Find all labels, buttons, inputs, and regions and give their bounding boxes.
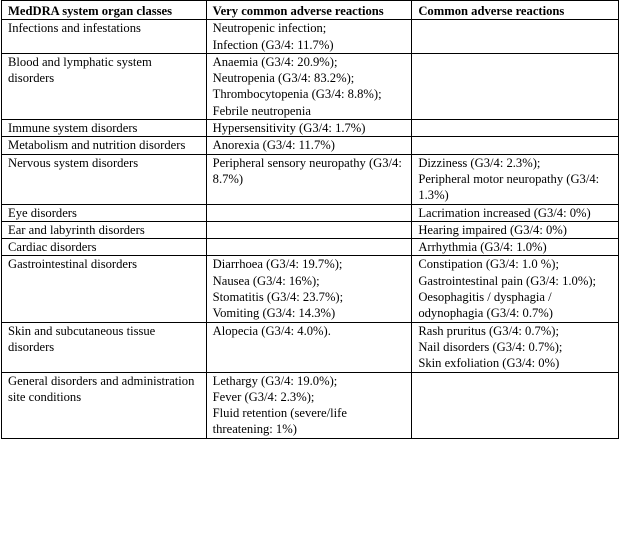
- very-common-cell: [206, 372, 412, 438]
- table-row: [2, 256, 619, 322]
- table-row: [2, 20, 619, 54]
- reaction-item: Infection (G3/4: 11.7%): [212, 37, 334, 52]
- reaction-item: Skin exfoliation (G3/4: 0%): [418, 356, 560, 371]
- table-body: [2, 20, 619, 438]
- common-cell: [412, 53, 619, 119]
- common-cell: [412, 239, 619, 256]
- organ-class-cell: Ear and labyrinth disorders: [2, 221, 207, 238]
- reaction-item: Arrhythmia (G3/4: 1.0%): [418, 240, 547, 255]
- reaction-item: Neutropenia (G3/4: 83.2%);: [212, 71, 355, 86]
- common-cell: [412, 256, 619, 322]
- table-row: [2, 221, 619, 238]
- organ-class-cell: Infections and infestations: [2, 20, 207, 54]
- reaction-item: Fluid retention (severe/life threatening: 1%): [212, 406, 347, 437]
- common-cell: [412, 120, 619, 137]
- reaction-item: Vomiting (G3/4: 14.3%): [212, 306, 336, 321]
- reaction-item: Hypersensitivity (G3/4: 1.7%): [212, 121, 366, 136]
- reaction-item: Alopecia (G3/4: 4.0%).: [212, 323, 331, 338]
- very-common-cell: [206, 53, 412, 119]
- table-row: [2, 322, 619, 372]
- reaction-item: Nail disorders (G3/4: 0.7%);: [418, 339, 563, 354]
- reaction-item: Hearing impaired (G3/4: 0%): [418, 222, 567, 237]
- very-common-cell: [206, 221, 412, 238]
- table-row: [2, 372, 619, 438]
- very-common-cell: [206, 154, 412, 204]
- table-row: [2, 239, 619, 256]
- reaction-item: Neutropenic infection;: [212, 21, 327, 36]
- common-cell: [412, 154, 619, 204]
- organ-class-cell: Immune system disorders: [2, 120, 207, 137]
- reaction-item: Peripheral sensory neuropathy (G3/4: 8.7%): [212, 155, 402, 186]
- organ-class-cell: Skin and subcutaneous tissue disorders: [2, 322, 207, 372]
- common-cell: [412, 137, 619, 154]
- reaction-item: Rash pruritus (G3/4: 0.7%);: [418, 323, 559, 338]
- adverse-reactions-table: [1, 0, 619, 439]
- reaction-item: Constipation (G3/4: 1.0 %);: [418, 257, 559, 272]
- common-cell: [412, 204, 619, 221]
- table-row: [2, 204, 619, 221]
- common-cell: [412, 221, 619, 238]
- reaction-item: Stomatitis (G3/4: 23.7%);: [212, 290, 344, 305]
- header-very-common: Very common adverse reactions: [206, 1, 412, 20]
- organ-class-cell: Gastrointestinal disorders: [2, 256, 207, 322]
- reaction-item: Anorexia (G3/4: 11.7%): [212, 138, 335, 153]
- very-common-cell: [206, 256, 412, 322]
- very-common-cell: [206, 204, 412, 221]
- very-common-cell: [206, 239, 412, 256]
- organ-class-cell: Nervous system disorders: [2, 154, 207, 204]
- common-cell: [412, 20, 619, 54]
- very-common-cell: [206, 137, 412, 154]
- reaction-item: Febrile neutropenia: [212, 103, 311, 118]
- table-row: [2, 137, 619, 154]
- very-common-cell: [206, 20, 412, 54]
- header-organ-class: MedDRA system organ classes: [2, 1, 207, 20]
- organ-class-cell: Cardiac disorders: [2, 239, 207, 256]
- table-header-row: [2, 1, 619, 20]
- table-row: [2, 154, 619, 204]
- reaction-item: Dizziness (G3/4: 2.3%);: [418, 155, 541, 170]
- reaction-item: Fever (G3/4: 2.3%);: [212, 389, 315, 404]
- reaction-item: Oesophagitis / dysphagia / odynophagia (G3/4: 0.7%): [418, 290, 553, 321]
- reaction-item: Anaemia (G3/4: 20.9%);: [212, 54, 338, 69]
- organ-class-cell: General disorders and administration site conditions: [2, 372, 207, 438]
- organ-class-cell: Eye disorders: [2, 204, 207, 221]
- organ-class-cell: Metabolism and nutrition disorders: [2, 137, 207, 154]
- table-row: [2, 53, 619, 119]
- reaction-item: Gastrointestinal pain (G3/4: 1.0%);: [418, 273, 597, 288]
- header-common: Common adverse reactions: [412, 1, 619, 20]
- organ-class-cell: Blood and lymphatic system disorders: [2, 53, 207, 119]
- reaction-item: Nausea (G3/4: 16%);: [212, 273, 320, 288]
- very-common-cell: [206, 120, 412, 137]
- common-cell: [412, 372, 619, 438]
- reaction-item: Thrombocytopenia (G3/4: 8.8%);: [212, 87, 382, 102]
- reaction-item: Lethargy (G3/4: 19.0%);: [212, 373, 338, 388]
- common-cell: [412, 322, 619, 372]
- table-row: [2, 120, 619, 137]
- reaction-item: Lacrimation increased (G3/4: 0%): [418, 205, 591, 220]
- very-common-cell: [206, 322, 412, 372]
- reaction-item: Peripheral motor neuropathy (G3/4: 1.3%): [418, 171, 600, 203]
- reaction-item: Diarrhoea (G3/4: 19.7%);: [212, 257, 343, 272]
